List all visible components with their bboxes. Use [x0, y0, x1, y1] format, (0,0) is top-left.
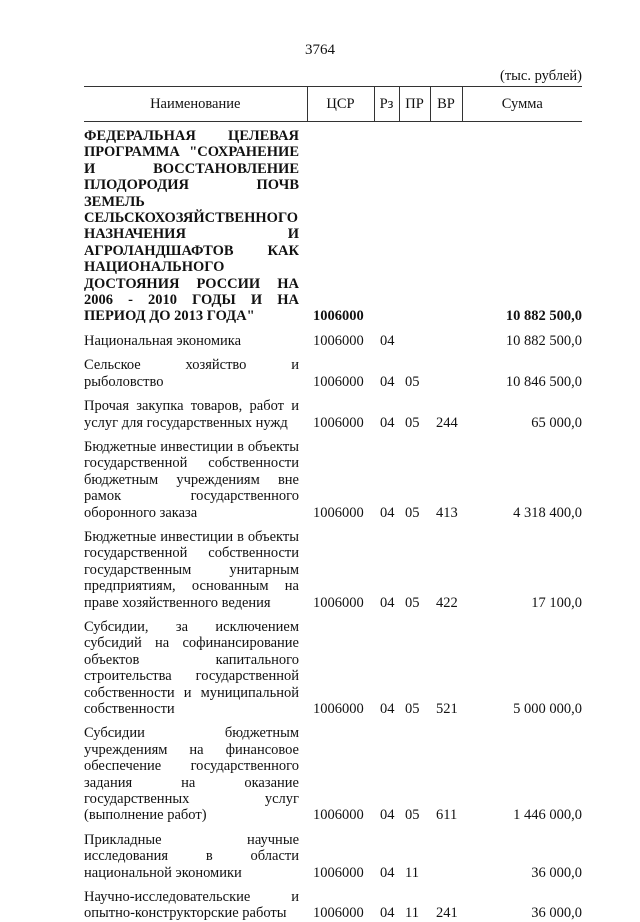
- cell-sum: 10 882 500,0: [505, 332, 582, 349]
- cell-pr: 05: [405, 373, 420, 390]
- header-vr: ВР: [430, 87, 462, 122]
- cell-rz: 04: [380, 594, 395, 611]
- cell-vr: 413: [436, 504, 458, 521]
- cell-pr: 05: [405, 504, 420, 521]
- cell-csr: 1006000: [313, 373, 364, 390]
- cell-rz: 04: [380, 332, 395, 349]
- cell-pr: 05: [405, 414, 420, 431]
- table-row: [84, 325, 582, 349]
- cell-csr: 1006000: [313, 864, 364, 881]
- table-row: [84, 431, 582, 521]
- cell-vr: [430, 122, 462, 325]
- cell-rz: 04: [380, 864, 395, 881]
- cell-rz: 04: [380, 414, 395, 431]
- cell-csr: 1006000: [313, 905, 364, 922]
- cell-name: Прочая закупка товаров, работ и услуг для государственных нужд: [84, 398, 299, 431]
- header-pr: ПР: [399, 87, 430, 122]
- cell-name: Бюджетные инвестиции в объекты государственной собственности государственным унитарным предприятиям, основанным на праве хозяйственного ведения: [84, 528, 299, 611]
- table-row: [84, 390, 582, 431]
- cell-vr: 422: [436, 594, 458, 611]
- cell-csr: 1006000: [313, 594, 364, 611]
- cell-sum: 10 846 500,0: [505, 373, 582, 390]
- cell-name: ФЕДЕРАЛЬНАЯ ЦЕЛЕВАЯ ПРОГРАММА "СОХРАНЕНИЕ И ВОССТАНОВЛЕНИЕ ПЛОДОРОДИЯ ПОЧВ ЗЕМЕЛЬ СЕЛЬСКОХОЗЯЙСТВЕННОГО НАЗНАЧЕНИЯ И АГРОЛАНДШАФТОВ КАК НАЦИОНАЛЬНОГО ДОСТОЯНИЯ РОССИИ НА 2006 - 2010 ГОДЫ И НА ПЕРИОД ДО 2013 ГОДА": [84, 128, 299, 325]
- cell-name: Научно-исследовательские и опытно-конструкторские работы: [84, 889, 299, 922]
- cell-name: Национальная экономика: [84, 332, 242, 349]
- table-row: [84, 611, 582, 717]
- cell-vr: [430, 325, 462, 349]
- budget-table: [84, 86, 582, 922]
- table-row: [84, 521, 582, 611]
- cell-rz: 04: [380, 504, 395, 521]
- units-label: (тыс. рублей): [500, 68, 582, 84]
- cell-vr: 244: [436, 414, 458, 431]
- cell-vr: [430, 824, 462, 881]
- table-row: [84, 881, 582, 922]
- cell-vr: 241: [436, 905, 458, 922]
- cell-pr: 05: [405, 701, 420, 717]
- cell-name: Субсидии, за исключением субсидий на софинансирование объектов капитального строительства государственной собственности и муниципальной собственности: [84, 618, 299, 717]
- cell-sum: 5 000 000,0: [513, 701, 582, 717]
- cell-rz: 04: [380, 807, 395, 824]
- cell-rz: [374, 122, 399, 325]
- cell-rz: 04: [380, 373, 395, 390]
- cell-pr: 05: [405, 594, 420, 611]
- cell-vr: 611: [436, 807, 458, 824]
- page-number: 3764: [305, 42, 335, 58]
- cell-sum: 36 000,0: [531, 905, 582, 922]
- cell-sum: 4 318 400,0: [513, 504, 582, 521]
- cell-vr: 521: [436, 701, 458, 717]
- cell-csr: 1006000: [313, 807, 364, 824]
- table-row: [84, 824, 582, 881]
- cell-csr: 1006000: [313, 701, 364, 717]
- table-row: [84, 717, 582, 823]
- cell-rz: 04: [380, 701, 395, 717]
- cell-csr: 1006000: [313, 414, 364, 431]
- header-sum: Сумма: [462, 87, 582, 122]
- cell-csr: 1006000: [313, 308, 364, 325]
- cell-pr: 05: [405, 807, 420, 824]
- cell-pr: 11: [405, 864, 419, 881]
- cell-vr: [430, 349, 462, 390]
- cell-csr: 1006000: [313, 332, 364, 349]
- header-name: Наименование: [84, 87, 307, 122]
- cell-sum: 1 446 000,0: [513, 807, 582, 824]
- cell-sum: 10 882 500,0: [505, 308, 582, 325]
- cell-sum: 17 100,0: [531, 594, 582, 611]
- cell-rz: 04: [380, 905, 395, 922]
- cell-pr: [399, 122, 430, 325]
- cell-name: Прикладные научные исследования в области национальной экономики: [84, 831, 299, 881]
- cell-pr: 11: [405, 905, 419, 922]
- cell-pr: [399, 325, 430, 349]
- header-rz: Рз: [374, 87, 399, 122]
- table-row: [84, 122, 582, 325]
- cell-sum: 65 000,0: [531, 414, 582, 431]
- cell-name: Субсидии бюджетным учреждениям на финансовое обеспечение государственного задания на оказание государственных услуг (выполнение работ): [84, 725, 299, 824]
- table-row: [84, 349, 582, 390]
- cell-name: Сельское хозяйство и рыболовство: [84, 357, 299, 390]
- cell-name: Бюджетные инвестиции в объекты государственной собственности бюджетным учреждениям вне рамок государственного оборонного заказа: [84, 438, 299, 521]
- header-csr: ЦСР: [307, 87, 374, 122]
- cell-sum: 36 000,0: [531, 864, 582, 881]
- table-header: [84, 87, 582, 122]
- cell-csr: 1006000: [313, 504, 364, 521]
